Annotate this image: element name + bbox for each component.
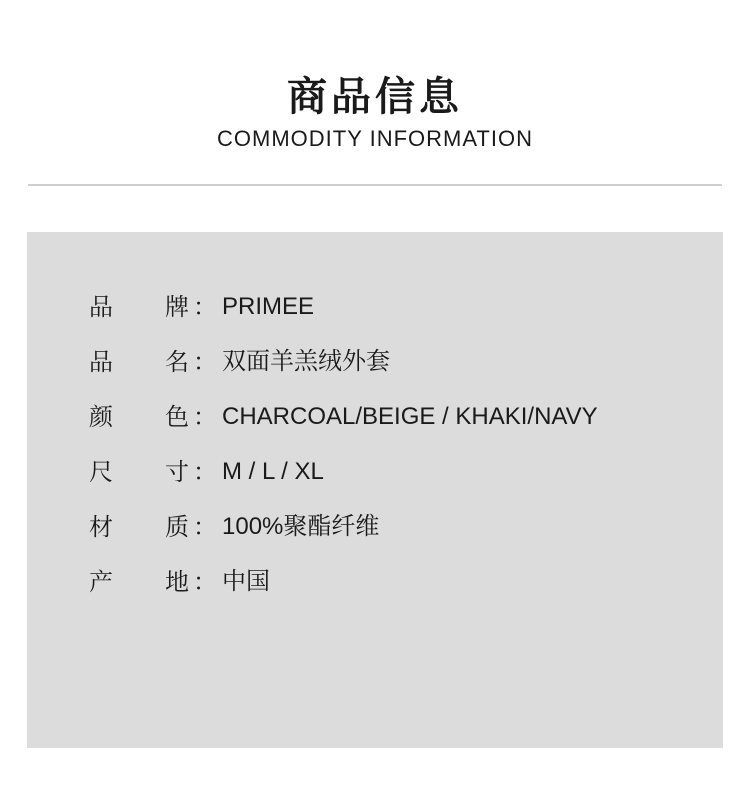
section-title: 商品信息 — [287, 74, 463, 120]
section-header — [0, 0, 750, 186]
info-label-char-1: 尺 — [89, 458, 113, 486]
info-label-char-2: 地 — [165, 568, 189, 596]
info-colon: ： — [193, 513, 217, 541]
info-value-material: 100%聚酯纤维 — [222, 513, 380, 540]
info-label-char-1: 产 — [89, 568, 113, 596]
info-label-char-2: 色 — [165, 403, 189, 431]
info-colon: ： — [193, 568, 217, 596]
section-subtitle: COMMODITY INFORMATION — [217, 126, 533, 151]
info-label-char-1: 材 — [89, 513, 113, 541]
info-value-brand: PRIMEE — [222, 293, 315, 320]
info-label-char-2: 寸 — [165, 458, 189, 486]
info-row-size — [27, 452, 723, 492]
product-info-panel — [27, 232, 723, 748]
info-value-origin: 中国 — [222, 568, 270, 595]
info-value-name: 双面羊羔绒外套 — [222, 348, 390, 375]
info-value-size: M / L / XL — [222, 458, 324, 485]
info-colon: ： — [193, 348, 217, 376]
info-label-char-2: 质 — [165, 513, 189, 541]
info-row-color — [27, 397, 723, 437]
info-colon: ： — [193, 403, 217, 431]
info-row-name — [27, 342, 723, 382]
header-divider — [28, 184, 722, 186]
info-label-char-1: 品 — [89, 293, 113, 321]
info-row-material — [27, 507, 723, 547]
info-row-origin — [27, 562, 723, 602]
info-colon: ： — [193, 293, 217, 321]
info-label-char-2: 牌 — [165, 293, 189, 321]
info-label-char-2: 名 — [165, 348, 189, 376]
info-label-char-1: 品 — [89, 348, 113, 376]
info-row-brand — [27, 287, 723, 327]
info-value-color: CHARCOAL/BEIGE / KHAKI/NAVY — [222, 403, 598, 430]
info-colon: ： — [193, 458, 217, 486]
info-label-char-1: 颜 — [89, 403, 113, 431]
